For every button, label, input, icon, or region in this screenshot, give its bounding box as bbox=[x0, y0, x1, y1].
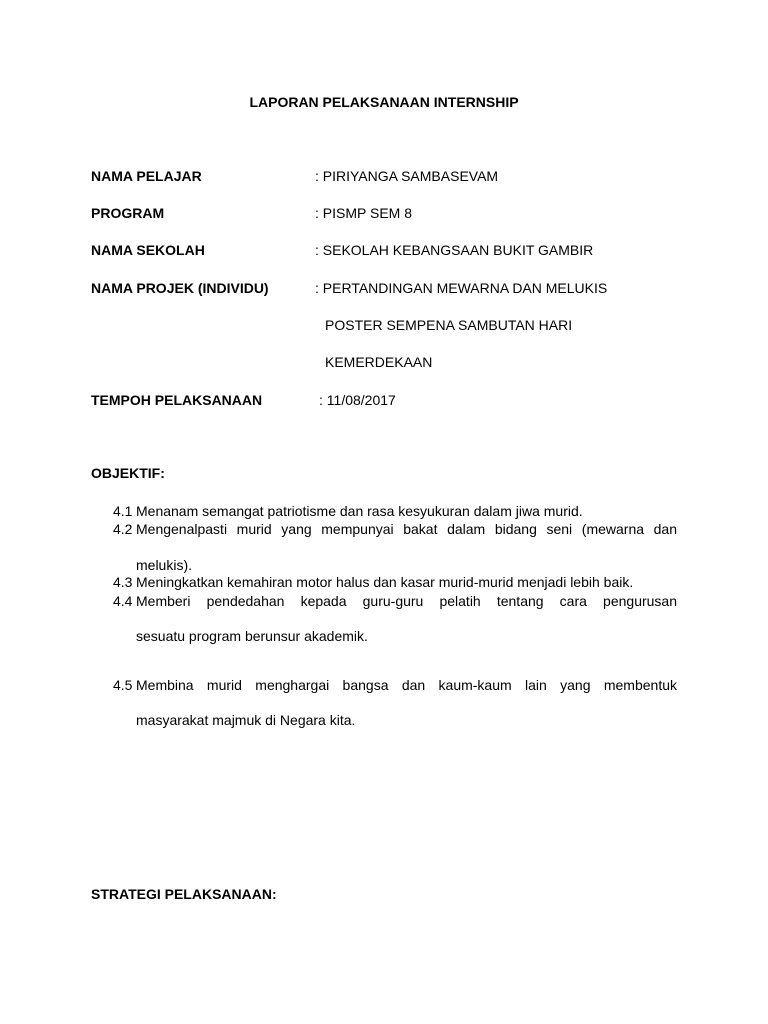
field-value-nama-sekolah: : SEKOLAH KEBANGSAAN BUKIT GAMBIR bbox=[315, 242, 594, 258]
strategi-heading: STRATEGI PELAKSANAAN: bbox=[91, 886, 277, 902]
objective-text: Meningkatkan kemahiran motor halus dan kasar murid-murid menjadi lebih baik. bbox=[136, 574, 634, 590]
field-value-tempoh-pelaksanaan: : 11/08/2017 bbox=[319, 392, 396, 408]
field-label-nama-pelajar: NAMA PELAJAR bbox=[91, 168, 202, 184]
objective-text: Membina murid menghargai bangsa dan kaum-kaum lain yang membentuk bbox=[136, 677, 677, 693]
field-value-program: : PISMP SEM 8 bbox=[315, 205, 412, 221]
field-label-program: PROGRAM bbox=[91, 205, 165, 221]
objective-number: 4.1 bbox=[113, 503, 133, 519]
objective-text: Menanam semangat patriotisme dan rasa kesyukuran dalam jiwa murid. bbox=[136, 503, 583, 519]
objective-text-continued: masyarakat majmuk di Negara kita. bbox=[136, 712, 356, 728]
field-value-nama-projek-line2: POSTER SEMPENA SAMBUTAN HARI bbox=[325, 317, 573, 333]
field-value-nama-projek: : PERTANDINGAN MEWARNA DAN MELUKIS bbox=[315, 280, 608, 296]
field-label-nama-projek: NAMA PROJEK (INDIVIDU) bbox=[91, 280, 269, 296]
field-label-tempoh-pelaksanaan: TEMPOH PELAKSANAAN bbox=[91, 392, 263, 408]
objektif-heading: OBJEKTIF: bbox=[91, 465, 165, 481]
objective-text: Mengenalpasti murid yang mempunyai bakat dalam bidang seni (mewarna dan bbox=[136, 521, 677, 537]
field-value-nama-projek-line3: KEMERDEKAAN bbox=[325, 354, 433, 370]
objective-text-continued: sesuatu program berunsur akademik. bbox=[136, 628, 368, 644]
field-value-nama-pelajar: : PIRIYANGA SAMBASEVAM bbox=[315, 168, 499, 184]
objective-number: 4.3 bbox=[113, 574, 133, 590]
objective-text: Memberi pendedahan kepada guru-guru pelatih tentang cara pengurusan bbox=[136, 593, 677, 609]
objective-number: 4.4 bbox=[113, 593, 133, 609]
objective-number: 4.5 bbox=[113, 677, 133, 693]
document-title: LAPORAN PELAKSANAAN INTERNSHIP bbox=[249, 94, 519, 110]
objective-number: 4.2 bbox=[113, 521, 133, 537]
objective-text-continued: melukis). bbox=[136, 557, 193, 573]
field-label-nama-sekolah: NAMA SEKOLAH bbox=[91, 242, 205, 258]
